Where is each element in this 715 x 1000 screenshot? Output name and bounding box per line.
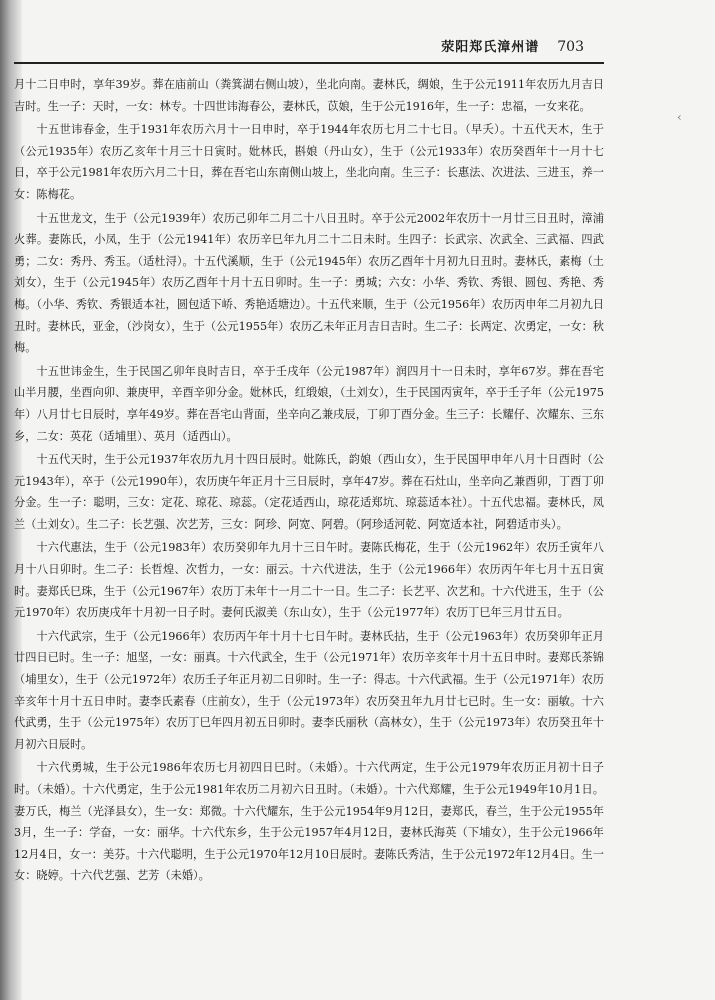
paragraph: 月十二日申时，享年39岁。葬在庙前山（粪箕湖右侧山坡），坐北向南。妻林氏，绸娘，生于公元1911年农历九月吉日吉时。生一子：天时，一女：林专。十四世讳海春公，妻林氏，苡娘，生于公元1916年，生一子：忠福，一女来花。: [14, 78, 604, 113]
paragraph: 十六代武宗，生于（公元1966年）农历丙午年十月十七日午时。妻林氏拈，生于（公元1963年）农历癸卯年正月廿四日已时。生一子：旭坚，一女：丽真。十六代武全，生于（公元1971年）农历辛亥年十月十五日申时。妻郑氏茶锦（埔里女），生于（公元1972年）农历壬子年正月初二日卯时。生一子：得志。十六代武福。生于（公元1971年）农历辛亥年十月十五日申时。妻李氏素春（庄前女），生于（公元1973年）农历癸丑年九月廿七已时。生一女：丽敏。十六代武勇，生于（公元1975年）农历丁巳年四月初五日卯时。妻李氏丽秋（高林女），生于（公元1973年）农历癸丑年十月初六日辰时。: [14, 629, 604, 751]
paragraph: 十五世讳春金，生于1931年农历六月十一日申时，卒于1944年农历七月二十七日。（早夭）。十五代天木，生于（公元1935年）农历乙亥年十月三十日寅时。妣林氏，斟娘（丹山女），生于（公元1933年）农历癸酉年十一月十七日，卒于公元1981年农历六月二十日，葬在吾宅山东南侧山坡上，坐北向南。生三子：长惠法、次进法、三进玉，养一女：陈梅花。: [14, 123, 604, 201]
running-header: [14, 36, 604, 58]
paragraph: 十五世讳金生，生于民国乙卯年良时吉日，卒于壬戌年（公元1987年）润四月十一日未时，享年67岁。葬在吾宅山半月腰，坐酉向卯、兼庚甲，辛酉辛卯分金。妣林氏，红缎娘，（土刘女），生于民国丙寅年，卒于壬子年（公元1975年）八月廿七日辰时，享年49岁。葬在吾宅山背面，坐辛向乙兼戌辰，丁卯丁酉分金。生三子：长耀仔、次耀东、三东乡，二女：英花（适埔里）、英月（适西山）。: [14, 364, 604, 443]
page-number: 703: [557, 39, 584, 55]
paragraph: 十五世龙文，生于（公元1939年）农历己卯年二月二十八日丑时。卒于公元2002年农历十一月廿三日丑时，漳浦火葬。妻陈氏，小凤，生于（公元1941年）农历辛巳年九月二十二日未时。生四子：长武宗、次武全、三武福、四武勇；二女：秀丹、秀玉。（适杜浔）。十五代溪顺，生于（公元1945年）农历乙酉年十月初九日丑时。妻林氏，素梅（土刘女），生于（公元1945年）农历乙酉年十月十五日卯时。生一子：勇城；六女：小华、秀钦、秀银、圆包、秀艳、秀梅。（小华、秀钦、秀银适本社，圆包适下峤、秀艳适塘边）。十五代来顺，生于（公元1956年）农历丙申年二月初九日丑时。妻林氏，亚金，（沙岗女），生于（公元1955年）农历乙未年正月吉日吉时。生二子：长两定、次勇定，一女：秋梅。: [14, 211, 604, 355]
paragraph: 十五代天时，生于公元1937年农历九月十四日辰时。妣陈氏，韵娘（西山女），生于民国甲申年八月十日酉时（公元1943年），卒于（公元1990年），农历庚午年正月十三日辰时，享年47岁。葬在石灶山，坐辛向乙兼酉卯，丁酉丁卯分金。生一子：聪明，三女：定花、琼花、琼蕊。（定花适西山，琼花适郑坑、琼蕊适本社）。十五代忠福。妻林氏，凤兰（土刘女）。生二子：长艺强、次艺芳，三女：阿珍、阿宽、阿碧。（阿珍适河乾、阿宽适本社，阿碧适市头）。: [14, 453, 604, 531]
header-rule: [14, 62, 604, 64]
paragraph: 十六代惠法，生于（公元1983年）农历癸卯年九月十三日午时。妻陈氏梅花，生于（公元1962年）农历壬寅年八月十八日卯时。生二子：长哲煌、次哲力，一女：丽云。十六代进法，生于（公元1966年）农历丙午年七月十五日寅时。妻郑氏巳珠，生于（公元1967年）农历丁未年十一月二十一日。生二子：长艺平、次艺和。十六代进玉，生于（公元1970年）农历庚戌年十月初一日子时。妻何氏淑美（东山女），生于（公元1977年）农历丁巳年三月廿五日。: [14, 541, 604, 620]
document-page: [14, 36, 604, 889]
paragraph: 十六代勇城，生于公元1986年农历七月初四日巳时。（未婚）。十六代两定，生于公元1979年农历正月初十日子时。（未婚）。十六代勇定，生于公元1981年农历二月初六日丑时。（未婚）。十六代郑耀，生于公元1949年10月1日。妻万氏，梅兰（光泽县女），生一女：郑微。十六代耀东，生于公元1954年9月12日，妻郑氏，春兰，生于公元1955年3月，生一子：学奋，一女：丽华。十六代东乡，生于公元1957年4月12日，妻林氏海英（下埔女），生于公元1966年12月4日，女一：美芬。十六代聪明，生于公元1970年12月10日辰时。妻陈氏秀洁，生于公元1972年12月4日。生一女：晓婷。十六代艺强、艺芳（未婚）。: [14, 761, 604, 883]
body-text: [14, 74, 604, 887]
book-title: 荥阳郑氏漳州谱: [441, 40, 540, 55]
margin-mark: ‹: [677, 110, 682, 124]
